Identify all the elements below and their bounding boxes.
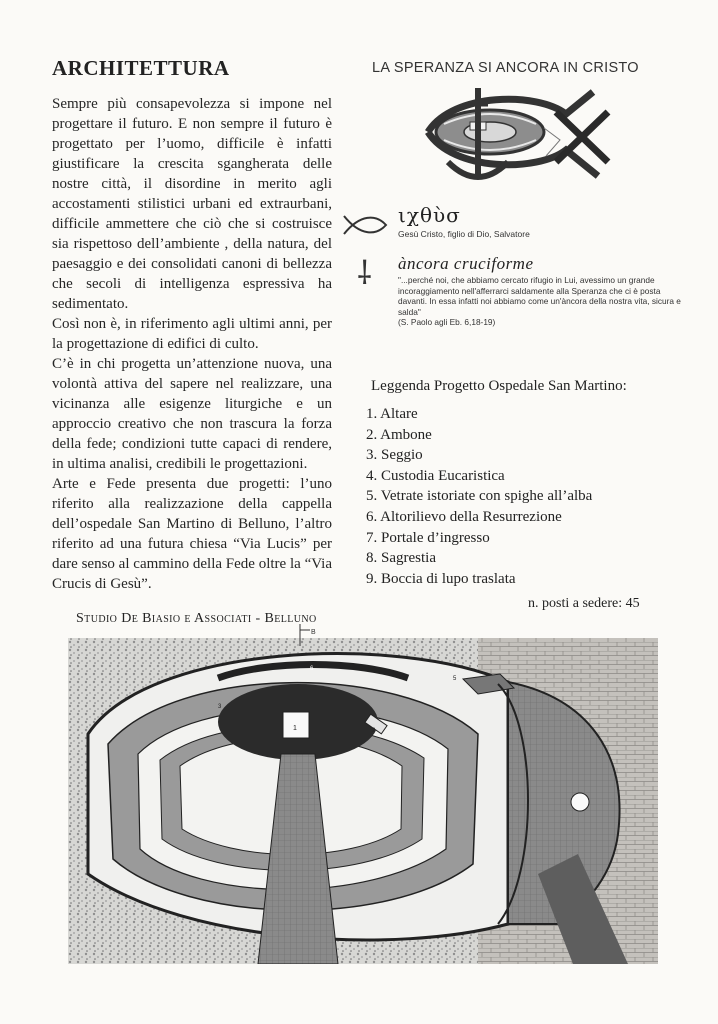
legend-item: 6. Altorilievo della Resurrezione (366, 508, 562, 525)
ichthys-word: ιχθὺσ (398, 203, 461, 227)
legend-item: 7. Portale d’ingresso (366, 529, 490, 546)
quote-reference: (S. Paolo agli Eb. 6,18-19) (398, 317, 496, 327)
fish-symbol-icon (342, 214, 388, 236)
plan-label: 6 (310, 666, 314, 672)
studio-credit: Studio De Biasio e Associati - Belluno (76, 611, 317, 626)
seat-count: n. posti a sedere: 45 (528, 596, 640, 611)
legend-item: 9. Boccia di lupo traslata (366, 570, 516, 587)
section-marker: B (311, 629, 316, 636)
plan-label: 3 (218, 704, 222, 710)
plan-label: 2 (372, 728, 376, 734)
section-title: ARCHITETTURA (52, 56, 230, 80)
page-heading: LA SPERANZA SI ANCORA IN CRISTO (372, 60, 639, 76)
ichthys-caption: Gesù Cristo, figlio di Dio, Salvatore (398, 229, 530, 239)
plan-label: 5 (453, 676, 457, 682)
article-paragraph: Arte e Fede presenta due progetti: l’uno riferito alla realizzazione della cappella dell’ospedale San Martino di Belluno, l’altro riferito ad una futura chiesa “Via Lucis” per dare senso al cammino della Fede oltre la “Via Crucis di Gesù”. (52, 476, 332, 592)
article-paragraph: C’è in chi progetta un’attenzione nuova, una volontà attiva del sapere nel realizzare, una vicinanza alle esigenze liturgiche e un approccio creativo che non trascura la forza della fede; condizioni tutte capaci di rendere, in ultima analisi, credibili le progettazioni. (52, 356, 332, 472)
plan-label: 1 (293, 725, 297, 732)
anchor-title: àncora cruciforme (398, 254, 534, 273)
floor-plan-drawing (68, 624, 658, 964)
anchor-quote (398, 275, 683, 328)
fish-anchor-logo-icon (408, 84, 618, 199)
legend-item: 5. Vetrate istoriate con spighe all’alba (366, 488, 593, 505)
anchor-cross-icon: ⸸ (357, 255, 373, 291)
legend-item: 3. Seggio (366, 447, 423, 464)
legend-item: 8. Sagrestia (366, 550, 436, 567)
quote-text: "...perché noi, che abbiamo cercato rifugio in Lui, avessimo un grande incoraggiamento nell'afferrarci saldamente alla Speranza che ci è posta davanti. In essa infatti noi abbiamo come un'àncora della nostra vita, sicura e salda" (398, 275, 681, 317)
legend-list (366, 404, 592, 589)
legend-item: 2. Ambone (366, 426, 432, 443)
article-paragraph: Sempre più consapevolezza si impone nel progettare il futuro. E non sempre il futuro è progettato per l’uomo, difficile è infatti giustificare la crescita sgangherata delle nostre città, il disordine in merito agli accostamenti stilistici urbani ed extraurbani, difficile ammettere che ciò che si costruisce sia rispettoso dell’ambiente , della natura, del paesaggio e dei consolidati canoni di bellezza che secoli di intelligenza espressiva ha sedimentato. (52, 96, 332, 312)
legend-item: 1. Altare (366, 406, 418, 422)
article-paragraph: Così non è, in riferimento agli ultimi anni, per la progettazione di edifici di culto. (52, 316, 332, 352)
article-body (52, 94, 332, 594)
legend-item: 4. Custodia Eucaristica (366, 467, 505, 484)
legend-title: Leggenda Progetto Ospedale San Martino: (371, 378, 627, 394)
